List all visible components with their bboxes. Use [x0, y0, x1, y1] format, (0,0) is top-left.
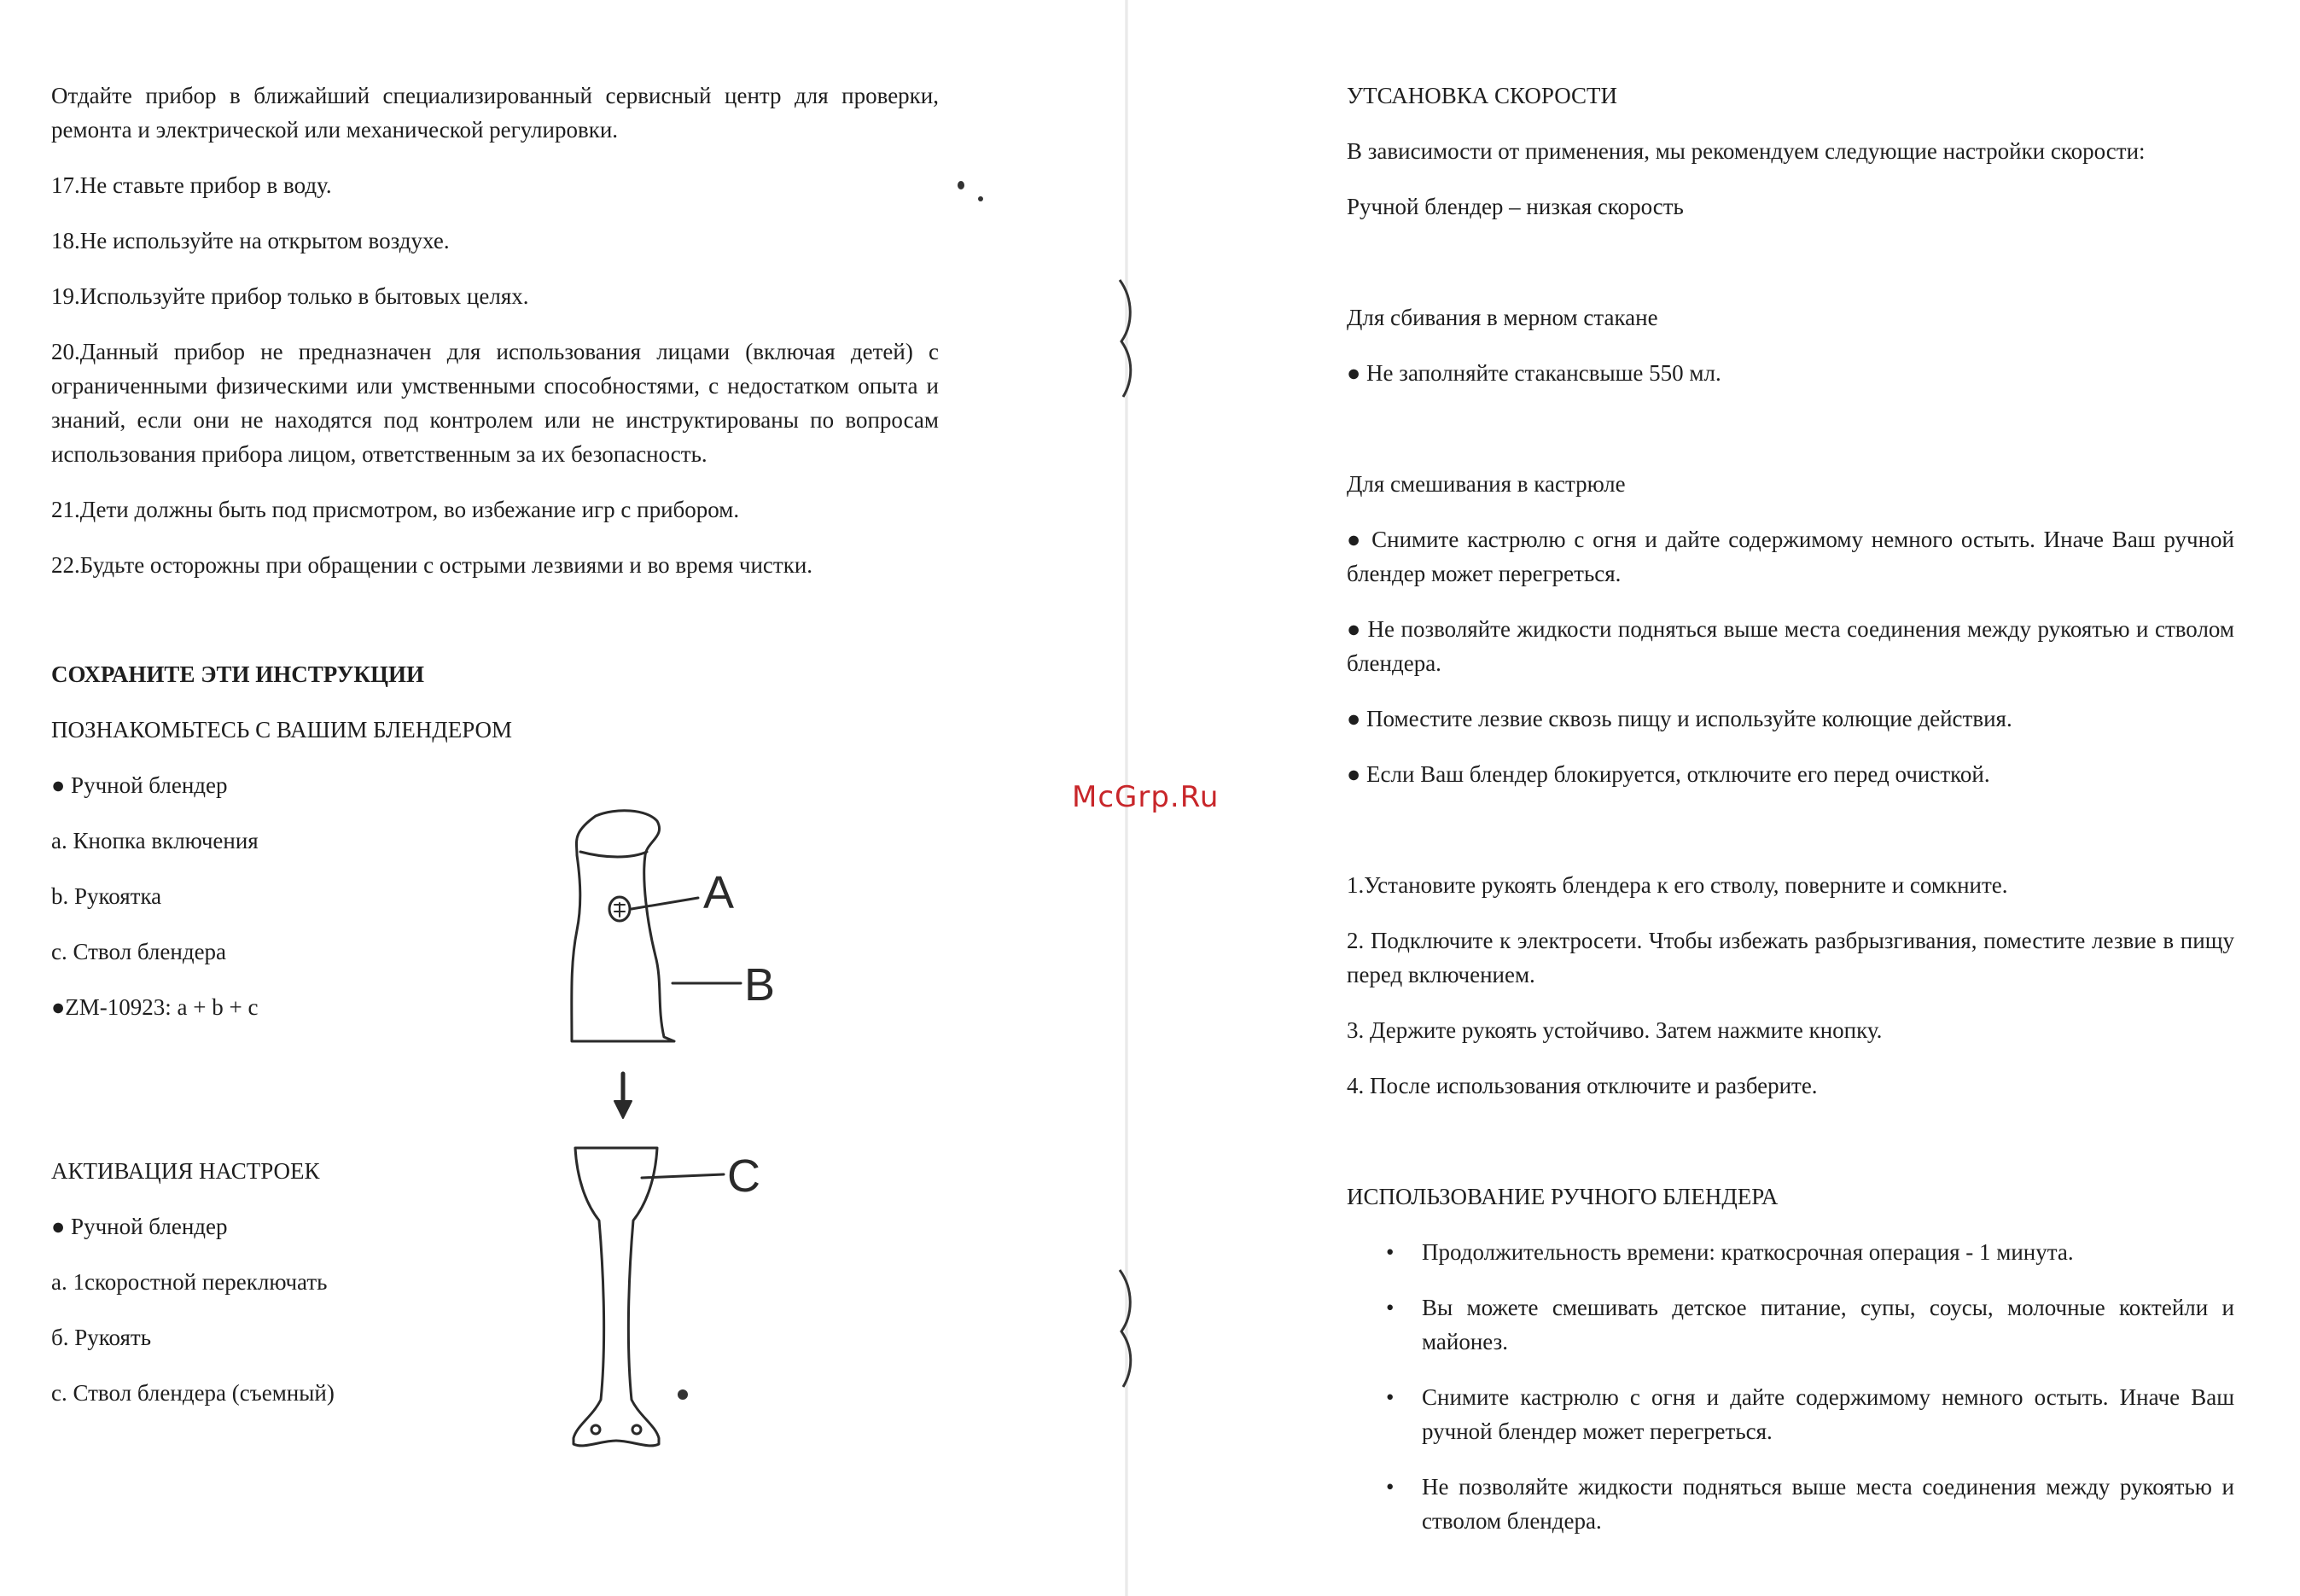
pot-item-cool-down: ● Снимите кастрюлю с огня и дайте содержимому немного остыть. Иначе Ваш ручной блендер может перегреться. — [1347, 527, 2234, 586]
activation-item-speed-switch: а. 1скоростной переключать — [51, 1269, 328, 1295]
shaft-outline — [574, 1148, 659, 1446]
usage-list — [1347, 1235, 2234, 1538]
rule-20: 20.Данный прибор не предназначен для использования лицами (включая детей) с ограниченными физическими или умственными способностями, с недостатком опыта и знаний, если они не находятся под контролем или не инструктированы по вопросам использования прибора лицом, ответственным за их безопасность. — [51, 339, 939, 467]
rule-21: 21.Дети должны быть под присмотром, во избежание игр с прибором. — [51, 497, 740, 522]
activation-heading: АКТИВАЦИЯ НАСТРОЕК — [51, 1158, 320, 1184]
speed-intro: В зависимости от применения, мы рекомендуем следующие настройки скорости: — [1347, 138, 2146, 164]
usage-item-duration: • Продолжительность времени: краткосрочная операция - 1 минута. — [1347, 1235, 2234, 1269]
blender-diagram — [546, 802, 802, 1468]
usage-heading: ИСПОЛЬЗОВАНИЕ РУЧНОГО БЛЕНДЕРА — [1347, 1184, 1779, 1209]
handle-outline — [572, 811, 674, 1041]
pot-item-blocked: ● Если Ваш блендер блокируется, отключите его перед очисткой. — [1347, 761, 1990, 787]
speed-hand-blender: Ручной блендер – низкая скорость — [1347, 194, 1684, 219]
step-1: 1.Установите рукоять блендера к его стволу, поверните и сомкните. — [1347, 872, 2008, 898]
know-item-hand-blender: ● Ручной блендер — [51, 772, 228, 798]
speed-heading: УТСАНОВКА СКОРОСТИ — [1347, 83, 1618, 108]
usage-item-foods: • Вы можете смешивать детское питание, супы, соусы, молочные коктейли и майонез. — [1347, 1290, 2234, 1359]
diagram-label-b: B — [744, 959, 776, 1011]
usage-item-liquid-level: • Не позволяйте жидкости подняться выше места соединения между рукоятью и стволом блендера. — [1347, 1470, 2234, 1538]
cup-heading: Для сбивания в мерном стакане — [1347, 305, 1658, 330]
watermark: McGrp.Ru — [1072, 780, 1220, 814]
staple-mark-top — [1115, 273, 1140, 401]
diagram-label-a: A — [703, 867, 735, 918]
know-blender-heading: ПОЗНАКОМЬТЕСЬ С ВАШИМ БЛЕНДЕРОМ — [51, 717, 513, 743]
usage-item-cool-down: • Снимите кастрюлю с огня и дайте содержимому немного остыть. Иначе Ваш ручной блендер может перегреться. — [1347, 1380, 2234, 1448]
pot-item-liquid-level: ● Не позволяйте жидкости подняться выше места соединения между рукоятью и стволом блендера. — [1347, 616, 2234, 676]
speck — [978, 196, 983, 201]
speck — [678, 1389, 688, 1400]
pot-item-blade: ● Поместите лезвие сквозь пищу и используйте колющие действия. — [1347, 706, 2012, 731]
rule-17: 17.Не ставьте прибор в воду. — [51, 172, 332, 198]
right-text-column — [1347, 79, 2234, 1538]
rule-19: 19.Используйте прибор только в бытовых целях. — [51, 283, 529, 309]
know-item-power-button: а. Кнопка включения — [51, 828, 259, 853]
pot-heading: Для смешивания в кастрюле — [1347, 471, 1626, 497]
speck — [958, 181, 964, 189]
blender-drawing — [546, 802, 802, 1468]
activation-item-hand-blender: ● Ручной блендер — [51, 1214, 228, 1239]
staple-mark-bottom — [1115, 1263, 1140, 1391]
step-3: 3. Держите рукоять устойчиво. Затем нажмите кнопку. — [1347, 1017, 1883, 1043]
activation-item-handle: б. Рукоять — [51, 1325, 152, 1350]
cup-item: ● Не заполняйте стакансвыше 550 мл. — [1347, 360, 1721, 386]
save-instructions-heading: СОХРАНИТЕ ЭТИ ИНСТРУКЦИИ — [51, 661, 424, 687]
know-item-handle: b. Рукоятка — [51, 883, 162, 909]
know-item-model: ●ZM-10923: a + b + c — [51, 994, 259, 1020]
intro-paragraph: Отдайте прибор в ближайший специализированный сервисный центр для проверки, ремонта и электрической или механической регулировки. — [51, 83, 939, 143]
diagram-label-c: C — [727, 1150, 760, 1202]
step-2: 2. Подключите к электросети. Чтобы избежать разбрызгивания, поместите лезвие в пищу перед включением. — [1347, 928, 2234, 987]
rule-18: 18.Не используйте на открытом воздухе. — [51, 228, 450, 253]
left-text-column — [51, 79, 939, 1410]
step-4: 4. После использования отключите и разберите. — [1347, 1073, 1818, 1098]
activation-item-shaft: с. Ствол блендера (съемный) — [51, 1380, 335, 1406]
rule-22: 22.Будьте осторожны при обращении с острыми лезвиями и во время чистки. — [51, 552, 813, 578]
know-item-shaft: с. Ствол блендера — [51, 939, 227, 964]
